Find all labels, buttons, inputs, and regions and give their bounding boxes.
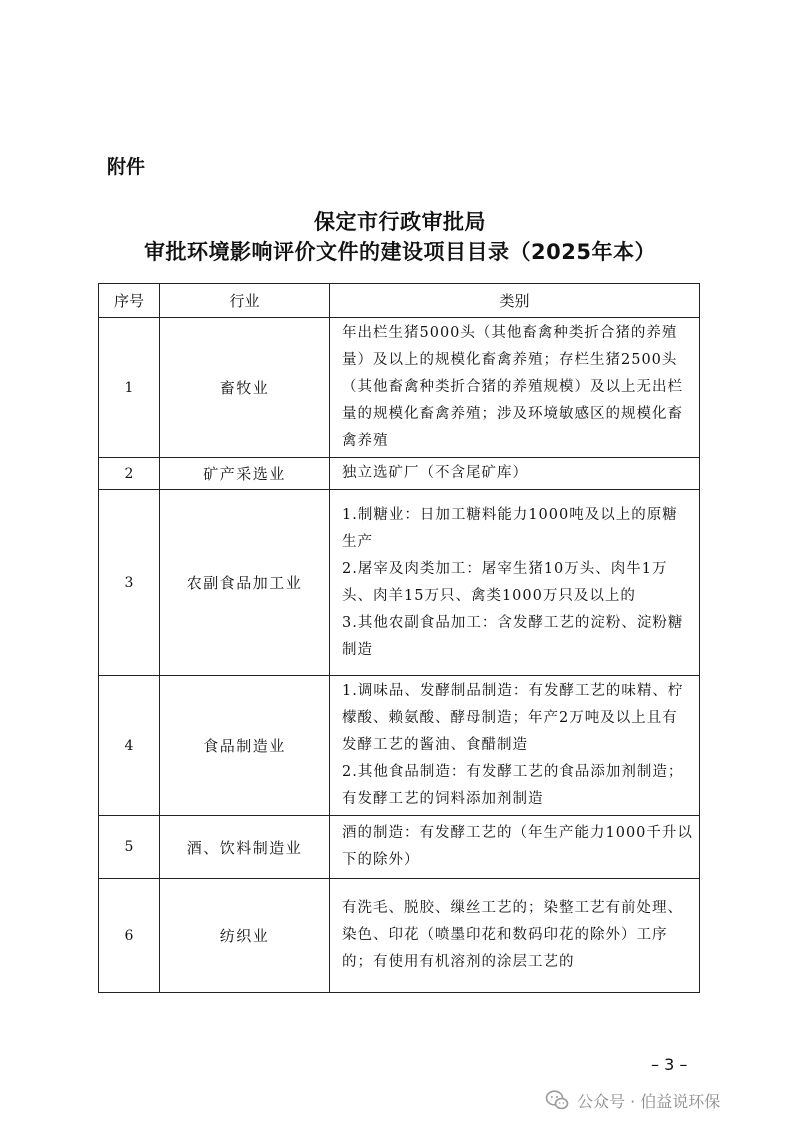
header-seq: 序号 xyxy=(99,284,160,318)
row-category xyxy=(330,458,700,490)
row-seq: 6 xyxy=(99,879,160,993)
header-category: 类别 xyxy=(330,284,700,318)
category-item: 独立选矿厂（不含尾矿库） xyxy=(342,465,528,481)
category-item: 2.屠宰及肉类加工：屠宰生猪10万头、肉牛1万头、肉羊15万只、禽类1000万只及以上的 xyxy=(342,560,668,604)
row-seq: 2 xyxy=(99,458,160,490)
category-item: 有洗毛、脱胶、缫丝工艺的；染整工艺有前处理、染色、印花（喷墨印花和数码印花的除外）工序的；有使用有机溶剂的涂层工艺的 xyxy=(342,900,683,970)
wechat-icon xyxy=(545,1089,569,1111)
row-industry: 畜牧业 xyxy=(160,318,330,458)
category-item: 年出栏生猪5000头（其他畜禽种类折合猪的养殖量）及以上的规模化畜禽养殖；存栏生猪2500头（其他畜禽种类折合猪的养殖规模）及以上无出栏量的规模化畜禽养殖；涉及环境敏感区的规模化畜禽养殖 xyxy=(342,325,683,449)
table-header-row xyxy=(99,284,700,318)
row-category xyxy=(330,816,700,879)
row-industry: 纺织业 xyxy=(160,879,330,993)
attachment-label: 附件 xyxy=(107,156,146,178)
page-subtitle: 审批环境影响评价文件的建设项目目录（2025年本） xyxy=(144,240,656,264)
row-seq: 1 xyxy=(99,318,160,458)
row-category xyxy=(330,490,700,676)
table-row xyxy=(99,676,700,816)
row-category xyxy=(330,318,700,458)
watermark xyxy=(545,1085,720,1115)
table-row xyxy=(99,458,700,490)
header-industry: 行业 xyxy=(160,284,330,318)
watermark-text: 公众号 · 伯益说环保 xyxy=(577,1091,721,1111)
page-title: 保定市行政审批局 xyxy=(314,210,486,234)
row-industry: 酒、饮料制造业 xyxy=(160,816,330,879)
row-seq: 5 xyxy=(99,816,160,879)
table-row xyxy=(99,318,700,458)
row-category xyxy=(330,879,700,993)
row-industry: 食品制造业 xyxy=(160,676,330,816)
page-number: – 3 – xyxy=(651,1055,688,1074)
row-seq: 4 xyxy=(99,676,160,816)
table-row xyxy=(99,816,700,879)
table-row xyxy=(99,490,700,676)
catalog-table xyxy=(98,283,700,993)
row-industry: 矿产采选业 xyxy=(160,458,330,490)
category-item: 酒的制造：有发酵工艺的（年生产能力1000千升以下的除外） xyxy=(342,825,693,868)
category-item: 1.制糖业：日加工糖料能力1000吨及以上的原糖生产 xyxy=(342,506,678,550)
row-category xyxy=(330,676,700,816)
row-industry: 农副食品加工业 xyxy=(160,490,330,676)
category-item: 3.其他农副食品加工：含发酵工艺的淀粉、淀粉糖制造 xyxy=(342,614,684,658)
category-item: 2.其他食品制造：有发酵工艺的食品添加剂制造；有发酵工艺的饲料添加剂制造 xyxy=(342,764,684,807)
category-item: 1.调味品、发酵制品制造：有发酵工艺的味精、柠檬酸、赖氨酸、酵母制造；年产2万吨及以上且有发酵工艺的酱油、食醋制造 xyxy=(342,683,684,753)
row-seq: 3 xyxy=(99,490,160,676)
table-row xyxy=(99,879,700,993)
